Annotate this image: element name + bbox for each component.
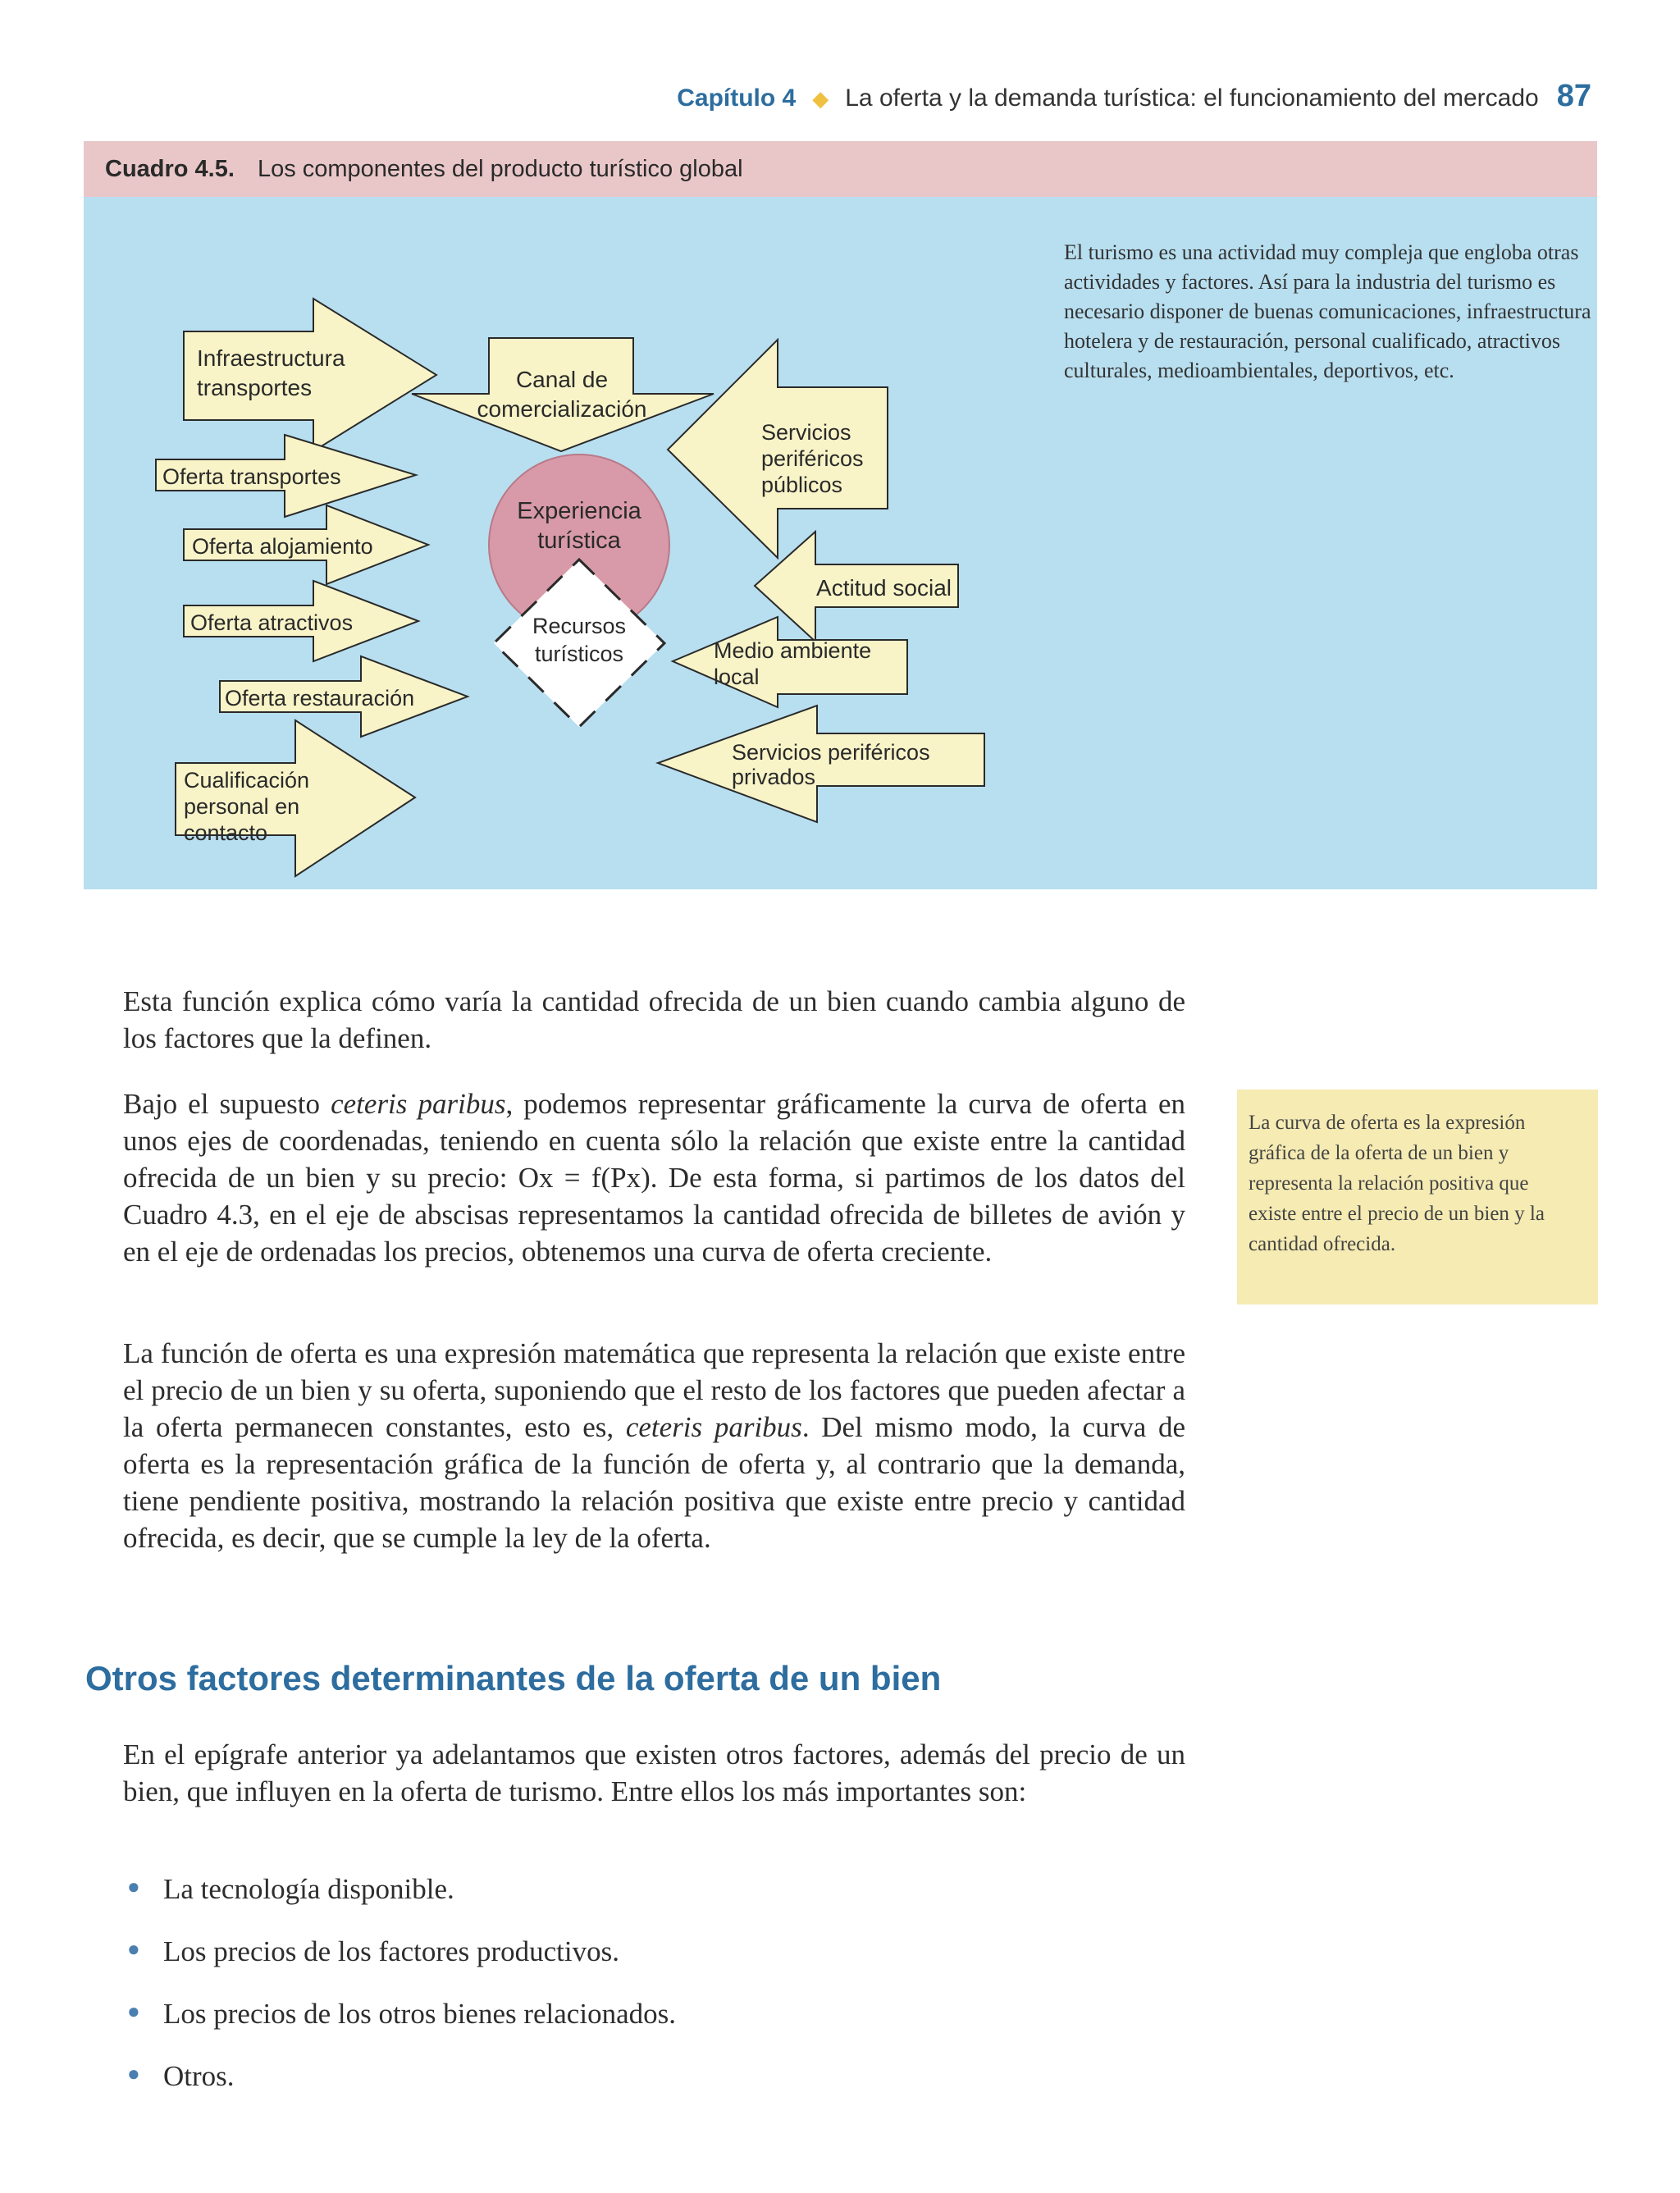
- separator-diamond-icon: ◆: [812, 86, 829, 111]
- paragraph-2: [123, 1085, 1185, 1270]
- list-item: [127, 1995, 676, 2058]
- left-item-5: Oferta restauración: [225, 686, 415, 710]
- center-label-1: Experiencia: [517, 498, 641, 524]
- right-item-1-line3: públicos: [761, 473, 843, 497]
- paragraph-1: Esta función explica cómo varía la cantidad ofrecida de un bien cuando cambia alguno de los factores que la definen.: [123, 985, 1185, 1054]
- top-item-line1: Canal de: [515, 367, 609, 392]
- left-item-2: Oferta transportes: [162, 464, 341, 489]
- right-item-1-line1: Servicios: [761, 420, 851, 445]
- diamond-label-1: Recursos: [532, 614, 627, 638]
- list-item-text: Los precios de los factores productivos.: [163, 1935, 619, 1967]
- section-heading: Otros factores determinantes de la oferta de un bien: [85, 1659, 942, 1697]
- left-item-4: Oferta atractivos: [190, 610, 354, 635]
- chapter-title: La oferta y la demanda turística: el funcionamiento del mercado: [845, 85, 1539, 112]
- running-header: [492, 79, 1591, 120]
- diamond-label-2: turísticos: [534, 642, 624, 666]
- bullet-icon: ●: [127, 1937, 140, 1961]
- bullet-icon: ●: [127, 2062, 140, 2086]
- right-item-3-line1: Medio ambiente: [714, 638, 872, 663]
- list-item-text: Los precios de los otros bienes relacionados.: [163, 1998, 676, 2030]
- top-item-line2: comercialización: [477, 396, 647, 422]
- paragraph-2-emphasis: ceteris paribus: [331, 1088, 506, 1120]
- chapter-label: Capítulo 4: [677, 85, 797, 112]
- left-item-6-line2: personal en: [184, 794, 300, 819]
- left-item-6-line1: Cualificación: [184, 768, 310, 793]
- left-item-1-line1: Infraestructura: [197, 345, 345, 371]
- arrow-marketing-channel: [412, 338, 714, 451]
- list-item: [127, 2058, 676, 2120]
- paragraph-4: En el epígrafe anterior ya adelantamos que existen otros factores, además del precio de un bien, que influyen en la oferta de turismo. Entre ellos los más importantes son:: [123, 1738, 1185, 1807]
- factors-list: [127, 1871, 676, 2120]
- right-item-4-line2: privados: [732, 765, 816, 789]
- left-item-6-line3: contacto: [184, 820, 268, 845]
- figure-caption-bar: [84, 141, 1597, 197]
- list-item: [127, 1933, 676, 1995]
- right-item-2: Actitud social: [816, 575, 952, 601]
- page-number: 87: [1556, 79, 1591, 113]
- right-item-3-line2: local: [714, 665, 760, 689]
- figure-side-note: El turismo es una actividad muy compleja que engloba otras actividades y factores. Así para la industria del turismo es necesario disponer de buenas comunicaciones, infraestructura hotelera y de restauración, personal cualificado, atractivos culturales, medioambientales, deportivos, etc.: [1064, 240, 1591, 382]
- figure-label: Cuadro 4.5.: [105, 155, 235, 182]
- bullet-icon: ●: [127, 1999, 140, 2023]
- paragraph-3-part-b: . Del mismo modo, la curva de oferta es la representación gráfica de la función de oferta y, al contrario que la demanda, tiene pendiente positiva, mostrando la relación positiva que existe entre precio y cantidad ofrecida, es decir, que se cumple la ley de la oferta.: [123, 1411, 1185, 1554]
- figure-title: Los componentes del producto turístico global: [257, 155, 743, 182]
- paragraph-2-part-a: Bajo el supuesto: [123, 1088, 331, 1120]
- paragraph-3: [123, 1335, 1185, 1556]
- list-item-text: Otros.: [163, 2060, 235, 2092]
- figure-cuadro-4-5: [84, 141, 1597, 889]
- left-item-3: Oferta alojamiento: [192, 534, 373, 559]
- paragraph-3-part-a: La función de oferta es una expresión matemática que representa la relación que existe entre el precio de un bien y su oferta, suponiendo que el resto de los factores que pueden afectar a la oferta permanecen constantes, esto es,: [123, 1337, 1185, 1443]
- center-label-2: turística: [537, 528, 621, 554]
- bullet-icon: ●: [127, 1875, 140, 1898]
- right-item-1-line2: periféricos: [761, 446, 864, 471]
- list-item: [127, 1871, 676, 1933]
- left-item-1-line2: transportes: [197, 375, 313, 400]
- list-item-text: La tecnología disponible.: [163, 1873, 454, 1905]
- margin-note: La curva de oferta es la expresión gráfica de la oferta de un bien y representa la relación positiva que existe entre el precio de un bien y la cantidad ofrecida.: [1237, 1090, 1598, 1304]
- right-item-4-line1: Servicios periféricos: [732, 740, 930, 765]
- paragraph-2-part-b: , podemos representar gráficamente la curva de oferta en unos ejes de coordenadas, teniendo en cuenta sólo la relación que existe entre la cantidad ofrecida de un bien y su precio: Ox = f(Px). De esta forma, si partimos de los datos del Cuadro 4.3, en el eje de abscisas representamos la cantidad ofrecida de billetes de avión y en el eje de ordenadas los precios, obtenemos una curva de oferta creciente.: [123, 1088, 1185, 1268]
- paragraph-3-emphasis: ceteris paribus: [625, 1411, 802, 1443]
